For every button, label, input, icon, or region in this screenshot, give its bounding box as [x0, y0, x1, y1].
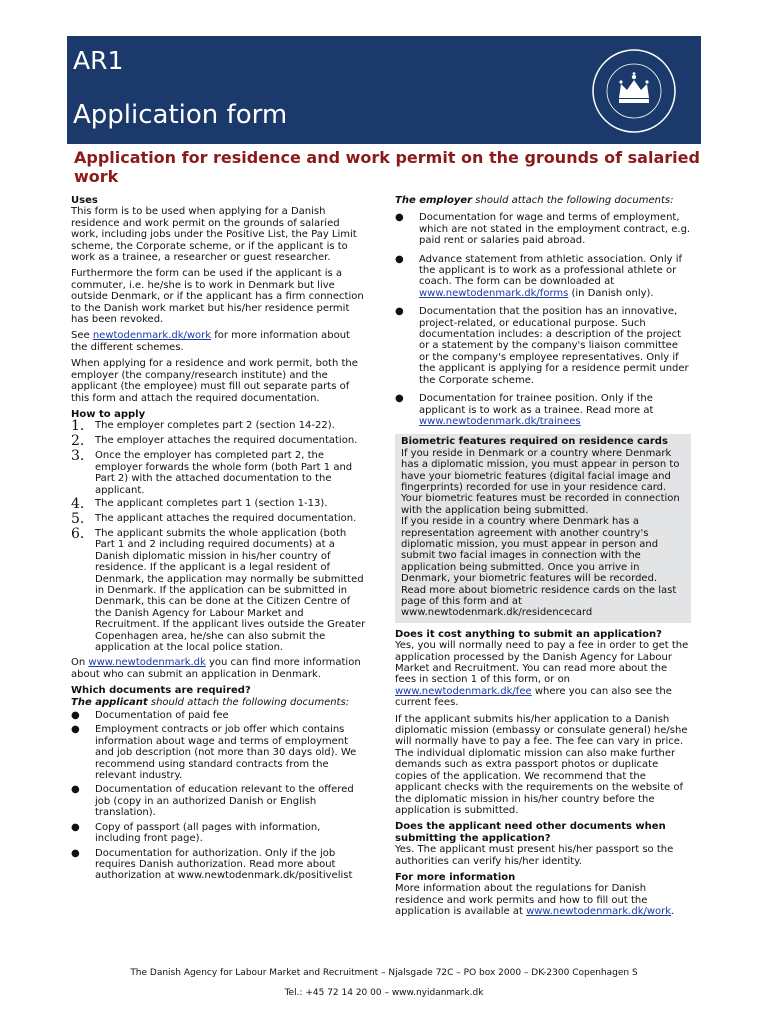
biometric-paragraph-1: If you reside in Denmark or a country where Denmark has a diplomatic mission, you must appear in person to have your biometric features (digital facial image and fingerprints) recorded for use in your residence card. Your biometric features must be recorded in connection with the application being submitted. — [401, 447, 680, 516]
fee-paragraph-1: Yes, you will normally need to pay a fee in order to get the application processed by the Danish Agency for Labour Market and Recruitment. You can read more about the fees in section 1 of this form, or on www.newtodenmark.dk/fee where you can also see the current fees. — [395, 640, 689, 709]
list-item: ● Documentation of education relevant to the offered job (copy in an authorized Danish or English translation). — [71, 784, 354, 819]
work-link[interactable]: www.newtodenmark.dk/work — [526, 906, 672, 918]
page-subtitle: Application for residence and work permit on the grounds of salaried work — [74, 148, 700, 186]
footer-contact: Tel.: +45 72 14 20 00 – www.nyidanmark.dk — [284, 988, 484, 998]
fee-heading: Does it cost anything to submit an application? — [395, 628, 662, 640]
trainees-link[interactable]: www.newtodenmark.dk/trainees — [419, 415, 581, 427]
employer-lead: The employer should attach the following documents: — [395, 195, 674, 206]
uses-heading: Uses — [71, 195, 98, 206]
applicant-documents-list — [71, 710, 369, 882]
how-to-apply-heading: How to apply — [71, 408, 146, 420]
other-documents-text: Yes. The applicant must present his/her passport so the authorities can verify his/her identity. — [395, 844, 674, 867]
list-item: ● Documentation of paid fee — [71, 710, 229, 722]
list-item: ● Documentation that the position has an innovative, project-related, or educational purpose. Such documentation includes: a description of the project or a statement by the company's liaison committee or the company's employee representatives. Only if the applicant is applying for a residence permit under the Corporate scheme. — [395, 306, 689, 386]
left-column — [71, 195, 369, 886]
list-item: ● Documentation for wage and terms of employment, which are not stated in the employment contract, e.g. paid rent or salaries paid abroad. — [395, 212, 691, 247]
biometric-paragraph-2: If you reside in a country where Denmark has a representation agreement with another country's diplomatic mission, you must appear in person and submit two facial images in connection with the application being submitted. Once you arrive in Denmark, your biometric features will be recorded. Read more about biometric residence cards on the last page of this form and at www.newtodenmark.dk/residencecard — [401, 516, 677, 619]
uses-paragraph-1: This form is to be used when applying for a Danish residence and work permit on the grounds of salaried work, including jobs under the Positive List, the Pay Limit scheme, the Corporate scheme, or if the applicant is to work as a trainee, a researcher or guest researcher. — [71, 206, 357, 264]
list-item: ● Employment contracts or job offer which contains information about wage and terms of employment and job description (not more than 30 days old). We recommend using standard contracts from the relevant industry. — [71, 724, 357, 782]
more-info-text: More information about the regulations for Danish residence and work permits and how to fill out the application is available at www.newtodenmark.dk/work. — [395, 883, 675, 918]
more-info-heading: For more information — [395, 871, 516, 883]
biometric-heading: Biometric features required on residence cards — [401, 436, 668, 448]
other-documents-heading: Does the applicant need other documents when submitting the application? — [395, 821, 666, 844]
newtodenmark-link[interactable]: www.newtodenmark.dk — [88, 657, 206, 669]
header-banner — [67, 36, 701, 144]
fee-paragraph-2: If the applicant submits his/her application to a Danish diplomatic mission (embassy or consulate general) he/she will normally have to pay a fee. The fee can vary in price. The individual diplomatic mission can also make further demands such as extra passport photos or duplicate copies of the application. We recommend that the applicant checks with the requirements on the website of the diplomatic mission in his/her country before the application is submitted. — [395, 713, 688, 816]
forms-link[interactable]: www.newtodenmark.dk/forms — [419, 287, 569, 299]
list-item: 1. The employer completes part 2 (section 14-22). — [71, 418, 335, 435]
form-code: AR1 — [73, 46, 124, 75]
steps-list — [71, 420, 369, 653]
who-can-submit-paragraph: On www.newtodenmark.dk you can find more information about who can submit an application in Denmark. — [71, 657, 361, 680]
list-item: ● Documentation for authorization. Only if the job requires Danish authorization. Read more about authorization at www.newtodenmark.dk/positivelist — [71, 847, 353, 882]
list-item: 4. The applicant completes part 1 (section 1-13). — [71, 495, 328, 512]
uses-paragraph-3: See newtodenmark.dk/work for more information about the different schemes. — [71, 330, 350, 353]
applicant-lead: The applicant should attach the following documents: — [71, 696, 350, 708]
list-item: 5. The applicant attaches the required documentation. — [71, 510, 357, 527]
crown-logo-icon — [591, 48, 677, 134]
footer-address: The Danish Agency for Labour Market and Recruitment – Njalsgade 72C – PO box 2000 – DK-2300 Copenhagen S — [130, 968, 638, 978]
fee-link[interactable]: www.newtodenmark.dk/fee — [395, 685, 532, 697]
list-item: ● Advance statement from athletic association. Only if the applicant is to work as a professional athlete or coach. The form can be downloaded at www.newtodenmark.dk/forms (in Danish only). — [395, 253, 682, 299]
uses-paragraph-4: When applying for a residence and work permit, both the employer (the company/research institute) and the applicant (the employee) must fill out separate parts of this form and attach the required documentation. — [71, 358, 358, 404]
list-item: 3. Once the employer has completed part 2, the employer forwards the whole form (both Part 1 and Part 2) with the attached documentation to the applicant. — [71, 448, 353, 496]
list-item: ● Documentation for trainee position. Only if the applicant is to work as a trainee. Read more at www.newtodenmark.dk/trainees — [395, 393, 654, 427]
list-item: 2. The employer attaches the required documentation. — [71, 433, 358, 450]
form-title: Application form — [73, 100, 288, 130]
employer-documents-list — [395, 212, 691, 427]
biometric-info-box — [395, 434, 691, 623]
list-item: 6. The applicant submits the whole application (both Part 1 and 2 including required documents) at a Danish diplomatic mission in his/her country of residence. If the applicant is a legal resident of Denmark, the application may normally be submitted in Denmark. If the application can be submitted in Denmark, this can be done at the Citizen Centre of the Danish Agency for Labour Market and Recruitment. If the applicant lives outside the Greater Copenhagen area, he/she can also submit the application at the local police station. — [71, 525, 366, 653]
uses-paragraph-2: Furthermore the form can be used if the applicant is a commuter, i.e. he/she is to work in Denmark but live outside Denmark, or if the applicant has a firm connection to the Danish work market but his/her residence permit has been revoked. — [71, 268, 364, 326]
schemes-link[interactable]: newtodenmark.dk/work — [92, 330, 212, 342]
documents-heading: Which documents are required? — [71, 685, 251, 697]
right-column — [395, 195, 691, 923]
list-item: ● Copy of passport (all pages with information, including front page). — [71, 821, 321, 845]
